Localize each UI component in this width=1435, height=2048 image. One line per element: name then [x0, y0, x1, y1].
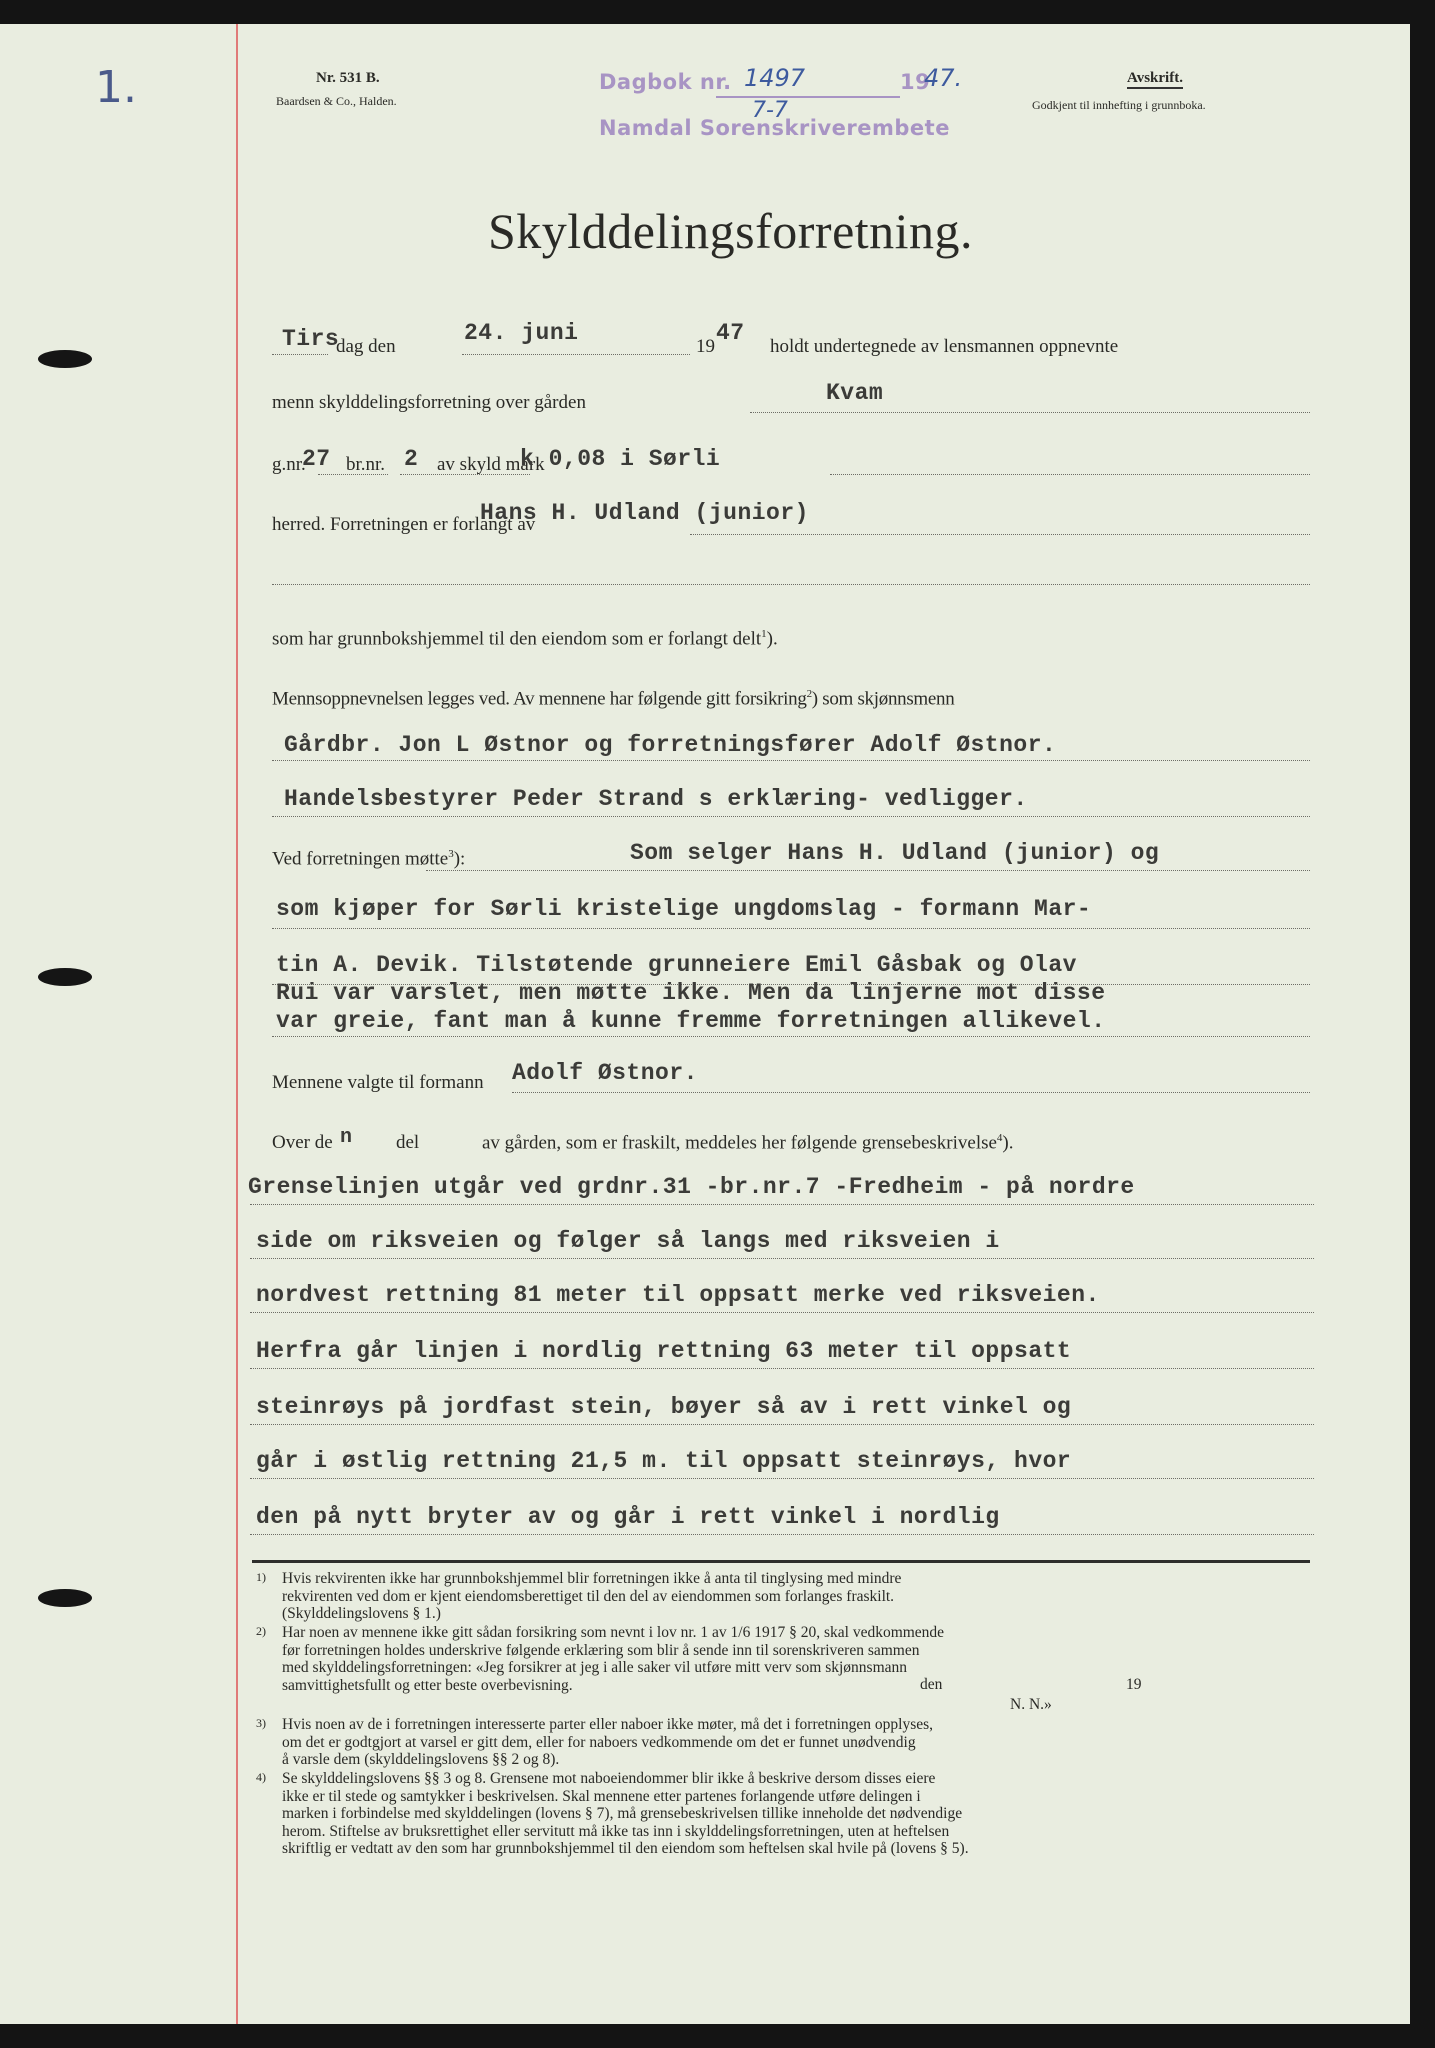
line1-text: holdt undertegnede av lensmannen oppnevnte [770, 336, 1119, 357]
footnote-3-number: 3) [256, 1716, 266, 1730]
footnote-4-number: 4) [256, 1770, 266, 1784]
motte-line-2: som kjøper for Sørli kristelige ungdomslag - formann Mar- [276, 896, 1092, 922]
footnote-3: Hvis noen av de i forretningen interesserte parter eller naboer ikke møter, må det i forretningen opplyses, om det er godtgjort at varsel er gitt dem, eller for naboers vedkommende om det er funnet unødvendig å varsle dem (skylddelingslovens §§ 2 og 8). [282, 1716, 934, 1768]
footnote-2-year: 19 [1126, 1676, 1142, 1693]
grense-line-2: side om riksveien og følger så langs med riksveien i [256, 1228, 1000, 1254]
motte-line-3: tin A. Devik. Tilstøtende grunneiere Emil Gåsbak og Olav [276, 952, 1077, 978]
footnote-2-number: 2) [256, 1624, 266, 1638]
document-page [0, 24, 1410, 2024]
registration-date: 7-7 [752, 98, 788, 123]
over-label-b: del [396, 1132, 420, 1153]
footnote-2: Har noen av mennene ikke gitt sådan forsikring som nevnt i lov nr. 1 av 1/6 1917 § 20, skal vedkommende før forretningen holdes underskrive følgende erklæring som blir å sende inn til sorenskriveren sammen med skylddelingsforretningen: «Jeg forsikrer at jeg i alle saker vil utføre mitt verv som skjønnsmann samvittighetsfullt og etter beste overbevisning. [282, 1624, 945, 1694]
dagbok-year-prefix: 19 [900, 70, 931, 94]
skjonnsmenn-line-1: Gårdbr. Jon L Østnor og forretningsfører Adolf Østnor. [284, 732, 1057, 758]
page-number-mark: 1. [95, 62, 137, 113]
grense-line-3: nordvest rettning 81 meter til oppsatt merke ved riksveien. [256, 1282, 1100, 1308]
line4-text: herred. Forretningen er forlangt av [272, 514, 536, 535]
line5: som har grunnbokshjemmel til den eiendom som er forlangt delt$^1$). [272, 628, 778, 650]
skjonnsmenn-line-2: Handelsbestyrer Peder Strand s erklæring- vedligger. [284, 786, 1028, 812]
over-label-a: Over de [272, 1132, 333, 1153]
printer-imprint: Baardsen & Co., Halden. [276, 94, 397, 108]
footnote-1-number: 1) [256, 1570, 266, 1584]
dagbok-year-suffix: 47. [924, 64, 963, 92]
dagbok-stamp-underline [716, 96, 900, 98]
year-typed: 47 [716, 320, 745, 346]
date-typed: 24. juni [464, 320, 579, 346]
footnote-2-signature: N. N.» [1010, 1696, 1052, 1713]
formann-label: Mennene valgte til formann [272, 1072, 484, 1093]
skyld-label: av skyld mark [437, 454, 545, 475]
grense-line-5: steinrøys på jordfast stein, bøyer så av i rett vinkel og [256, 1394, 1072, 1420]
dagbok-stamp-label: Dagbok nr. [599, 70, 732, 94]
grense-line-6: går i østlig rettning 21,5 m. til oppsatt steinrøys, hvor [256, 1448, 1072, 1474]
line2-text: menn skylddelingsforretning over gården [272, 392, 586, 413]
bnr-typed: 2 [404, 446, 419, 472]
year-prefix: 19 [696, 336, 715, 357]
footnote-1: Hvis rekvirenten ikke har grunnbokshjemmel blir forretningen ikke å anta til tinglysing med mindre rekvirenten ved dom er kjent eiendomsberettiget til den del av eiendommen som forlanges fraskilt. (Skylddelingslovens § 1.) [282, 1570, 902, 1622]
footnote-2-den: den [920, 1676, 943, 1693]
avskrift-subtitle: Godkjent til innhefting i grunnboka. [1032, 98, 1206, 112]
formann-typed: Adolf Østnor. [512, 1060, 698, 1086]
motte-line-5: var greie, fant man å kunne fremme forretningen allikevel. [276, 1008, 1106, 1034]
gnr-label: g.nr. [272, 454, 306, 475]
form-number: Nr. 531 B. [316, 70, 380, 86]
over-typed: n [340, 1126, 353, 1149]
grense-line-7: den på nytt bryter av og går i rett vinkel i nordlig [256, 1504, 1000, 1530]
dagbok-number: 1497 [744, 64, 806, 92]
punch-hole-bottom [38, 1589, 92, 1607]
avskrift-label: Avskrift. [1127, 70, 1183, 89]
weekday-typed: Tirs [282, 326, 340, 352]
motte-line-1: Som selger Hans H. Udland (junior) og [630, 840, 1160, 866]
gnr-typed: 27 [302, 446, 331, 472]
over-label-c: av gården, som er fraskilt, meddeles her følgende grensebeskrivelse$^4$). [482, 1132, 1014, 1154]
office-stamp: Namdal Sorenskriverembete [599, 116, 950, 140]
motte-label: Ved forretningen møtte$^3$): [272, 848, 466, 870]
footnote-4: Se skylddelingslovens §§ 3 og 8. Grensene mot naboeiendommer blir ikke å beskrive dersom disses eiere ikke er til stede og samtykker i beskrivelsen. Skal mennene etter partenes forlangende utføre delingen i marken i forbindelse med skylddelingen (lovens § 7), må grensebeskrivelsen tillike inneholde det nødvendige herom. Stiftelse av bruksrettighet eller servitutt må ikke tas inn i skylddelingsforretningen, uten at heftelsen skriftlig er vedtatt av den som har grunnbokshjemmel til den eiendom som heftelsen skal hvile på (lovens § 5). [282, 1770, 969, 1857]
document-title: Skylddelingsforretning. [488, 203, 974, 259]
dag-den-label: dag den [336, 336, 396, 357]
skyld-typed: k 0,08 i Sørli [520, 446, 721, 472]
punch-hole-middle [38, 968, 92, 986]
footnote-separator [252, 1560, 1310, 1563]
requester-typed: Hans H. Udland (junior) [480, 500, 809, 526]
bnr-label: br.nr. [346, 454, 386, 475]
motte-line-4: Rui var varslet, men møtte ikke. Men da linjerne mot disse [276, 980, 1106, 1006]
farm-typed: Kvam [826, 380, 884, 406]
punch-hole-top [38, 350, 92, 368]
grense-line-1: Grenselinjen utgår ved grdnr.31 -br.nr.7 -Fredheim - på nordre [248, 1174, 1135, 1200]
red-margin-line [236, 24, 238, 2024]
line6: Mennsoppnevnelsen legges ved. Av mennene har følgende gitt forsikring$^2$) som skjønnsmenn [272, 688, 955, 710]
grense-line-4: Herfra går linjen i nordlig rettning 63 meter til oppsatt [256, 1338, 1072, 1364]
